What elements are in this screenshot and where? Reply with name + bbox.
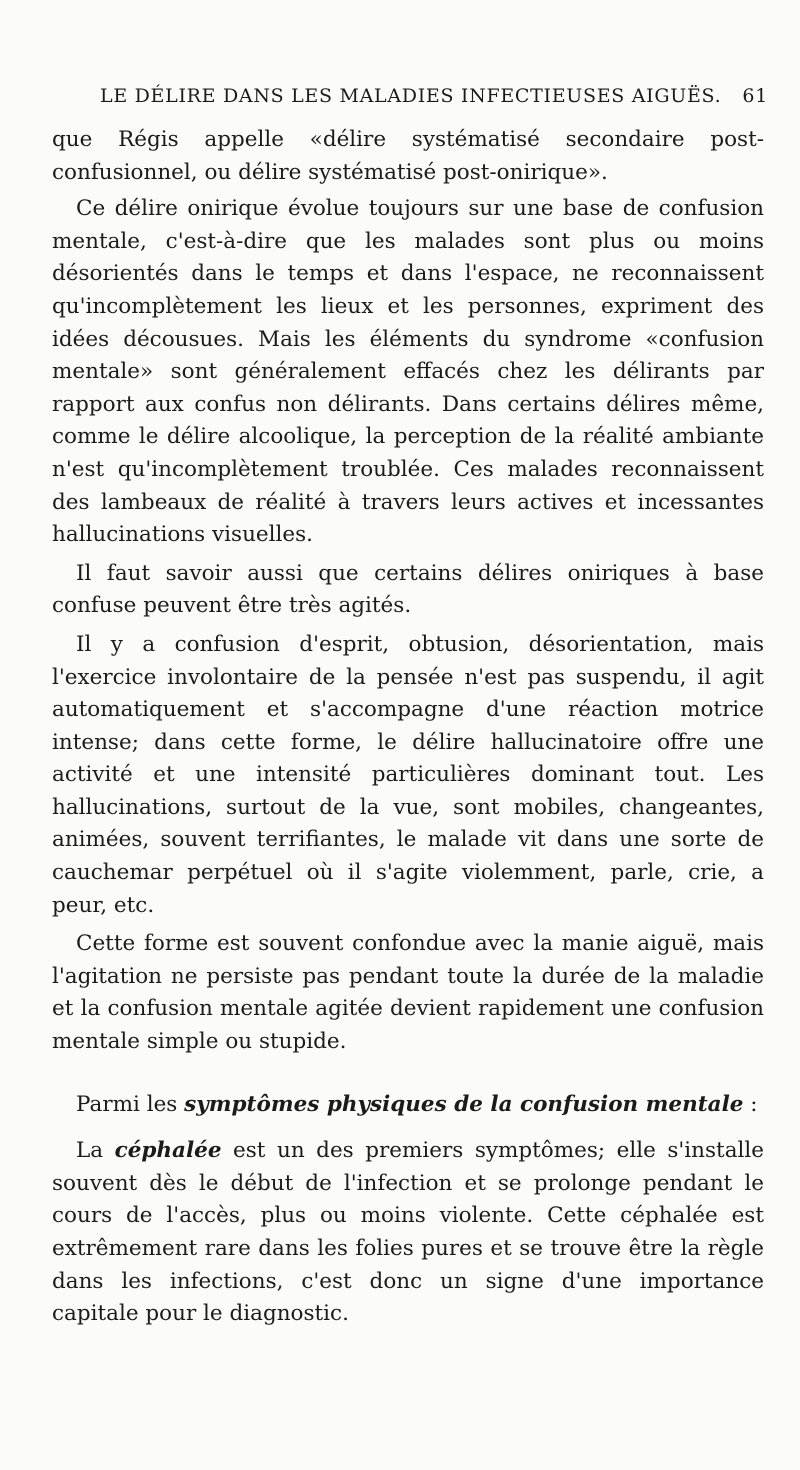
- paragraph-5: Cette forme est souvent confondue avec la manie aiguë, mais l'agitation ne persiste pas pendant toute la durée de la maladie et la confusion mentale agitée devient rapidement une confusion mentale simple ou stupide.: [52, 931, 764, 1055]
- paragraph-6-italic: céphalée: [114, 1138, 222, 1164]
- subheading: [52, 1089, 764, 1122]
- paragraph-4: Il y a confusion d'esprit, obtusion, désorientation, mais l'exercice involontaire de la pensée n'est pas suspendu, il agit automatiquement et s'accompagne d'une réaction motrice intense; dans cette forme, le délire hallucinatoire offre une activité et une intensité particulières dominant tout. Les hallucinations, surtout de la vue, sont mobiles, changeantes, animées, souvent terrifiantes, le malade vit dans une sorte de cauchemar perpétuel où il s'agite violemment, parle, crie, a peur, etc.: [52, 631, 764, 918]
- page-body: [52, 124, 764, 1331]
- paragraph-6-text: est un des premiers symptômes; elle s'installe souvent dès le début de l'infection et se prolonge pendant le cours de l'accès, plus ou moins violente. Cette céphalée est extrêmement rare dans les folies pures et se trouve être la règle dans les infections, c'est donc un signe d'une importance capitale pour le diagnostic.: [52, 1138, 764, 1327]
- subheading-suffix: :: [743, 1091, 758, 1117]
- running-title: LE DÉLIRE DANS LES MALADIES INFECTIEUSES AIGUËS.: [100, 85, 722, 107]
- page-number: 61: [742, 85, 768, 107]
- paragraph-1: que Régis appelle «délire systématisé secondaire post-confusionnel, ou délire systématisé post-onirique».: [52, 127, 764, 185]
- paragraph-6-lead: La: [76, 1138, 115, 1164]
- subheading-prefix: Parmi les: [76, 1091, 185, 1117]
- running-header: [100, 80, 768, 112]
- paragraph-6: [52, 1135, 764, 1331]
- paragraph-2: Ce délire onirique évolue toujours sur une base de confusion mentale, c'est-à-dire que les malades sont plus ou moins désorientés dans le temps et dans l'espace, ne reconnaissent qu'incomplètement les lieux et les personnes, expriment des idées décousues. Mais les éléments du syndrome «confusion mentale» sont généralement effacés chez les délirants par rapport aux confus non délirants. Dans certains délires même, comme le délire alcoolique, la perception de la réalité ambiante n'est qu'incomplètement troublée. Ces malades reconnaissent des lambeaux de réalité à travers leurs actives et incessantes hallucinations visuelles.: [52, 196, 764, 548]
- paragraph-3: Il faut savoir aussi que certains délires oniriques à base confuse peuvent être très agités.: [52, 560, 764, 619]
- subheading-italic: symptômes physiques de la confusion mentale: [184, 1091, 744, 1117]
